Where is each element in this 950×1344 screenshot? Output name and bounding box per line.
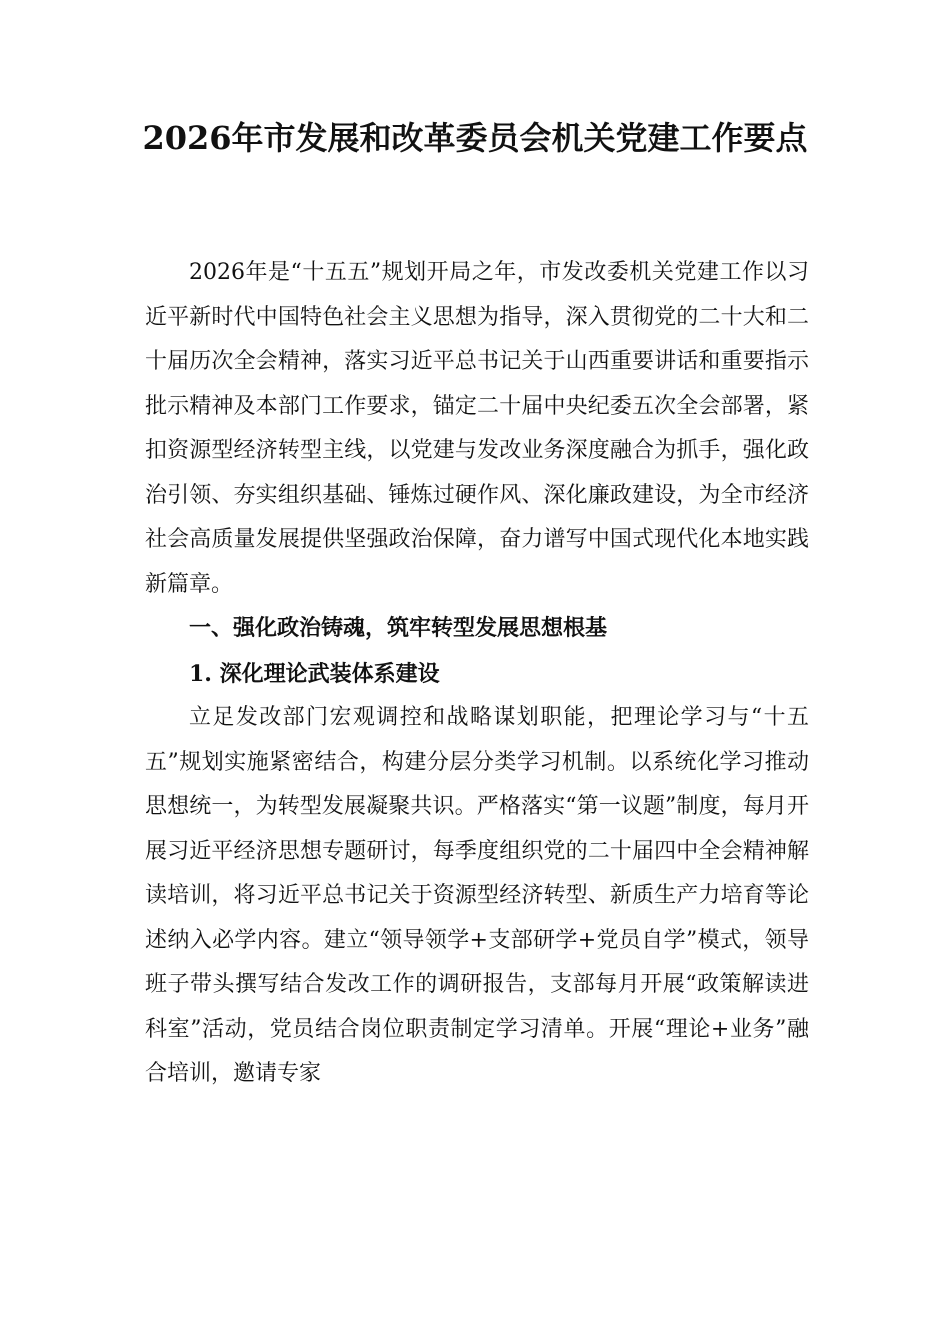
document-body xyxy=(145,251,809,1097)
section-paragraph-1-1: 立足发改部门宏观调控和战略谋划职能，把理论学习与“十五五”规划实施紧密结合，构建分层分类学习机制。以系统化学习推动思想统一，为转型发展凝聚共识。严格落实“第一议题”制度，每月开展习近平经济思想专题研讨，每季度组织党的二十届四中全会精神解读培训，将习近平总书记关于资源型经济转型、新质生产力培育等论述纳入必学内容。建立“领导领学+支部研学+党员自学”模式，领导班子带头撰写结合发改工作的调研报告，支部每月开展“政策解读进科室”活动，党员结合岗位职责制定学习清单。开展“理论+业务”融合培训，邀请专家 xyxy=(145,705,809,1086)
document-title: 2026年市发展和改革委员会机关党建工作要点 xyxy=(142,119,808,157)
intro-paragraph: 2026年是“十五五”规划开局之年，市发改委机关党建工作以习近平新时代中国特色社会主义思想为指导，深入贯彻党的二十大和二十届历次全会精神，落实习近平总书记关于山西重要讲话和重要指示批示精神及本部门工作要求，锚定二十届中央纪委五次全会部署，紧扣资源型经济转型主线，以党建与发改业务深度融合为抓手，强化政治引领、夯实组织基础、锤炼过硬作风、深化廉政建设，为全市经济社会高质量发展提供坚强政治保障，奋力谱写中国式现代化本地实践新篇章。 xyxy=(145,260,809,597)
section-heading-1: 一、强化政治铸魂，筑牢转型发展思想根基 xyxy=(189,616,608,641)
subsection-heading-1-1: 1. 深化理论武装体系建设 xyxy=(189,660,440,687)
